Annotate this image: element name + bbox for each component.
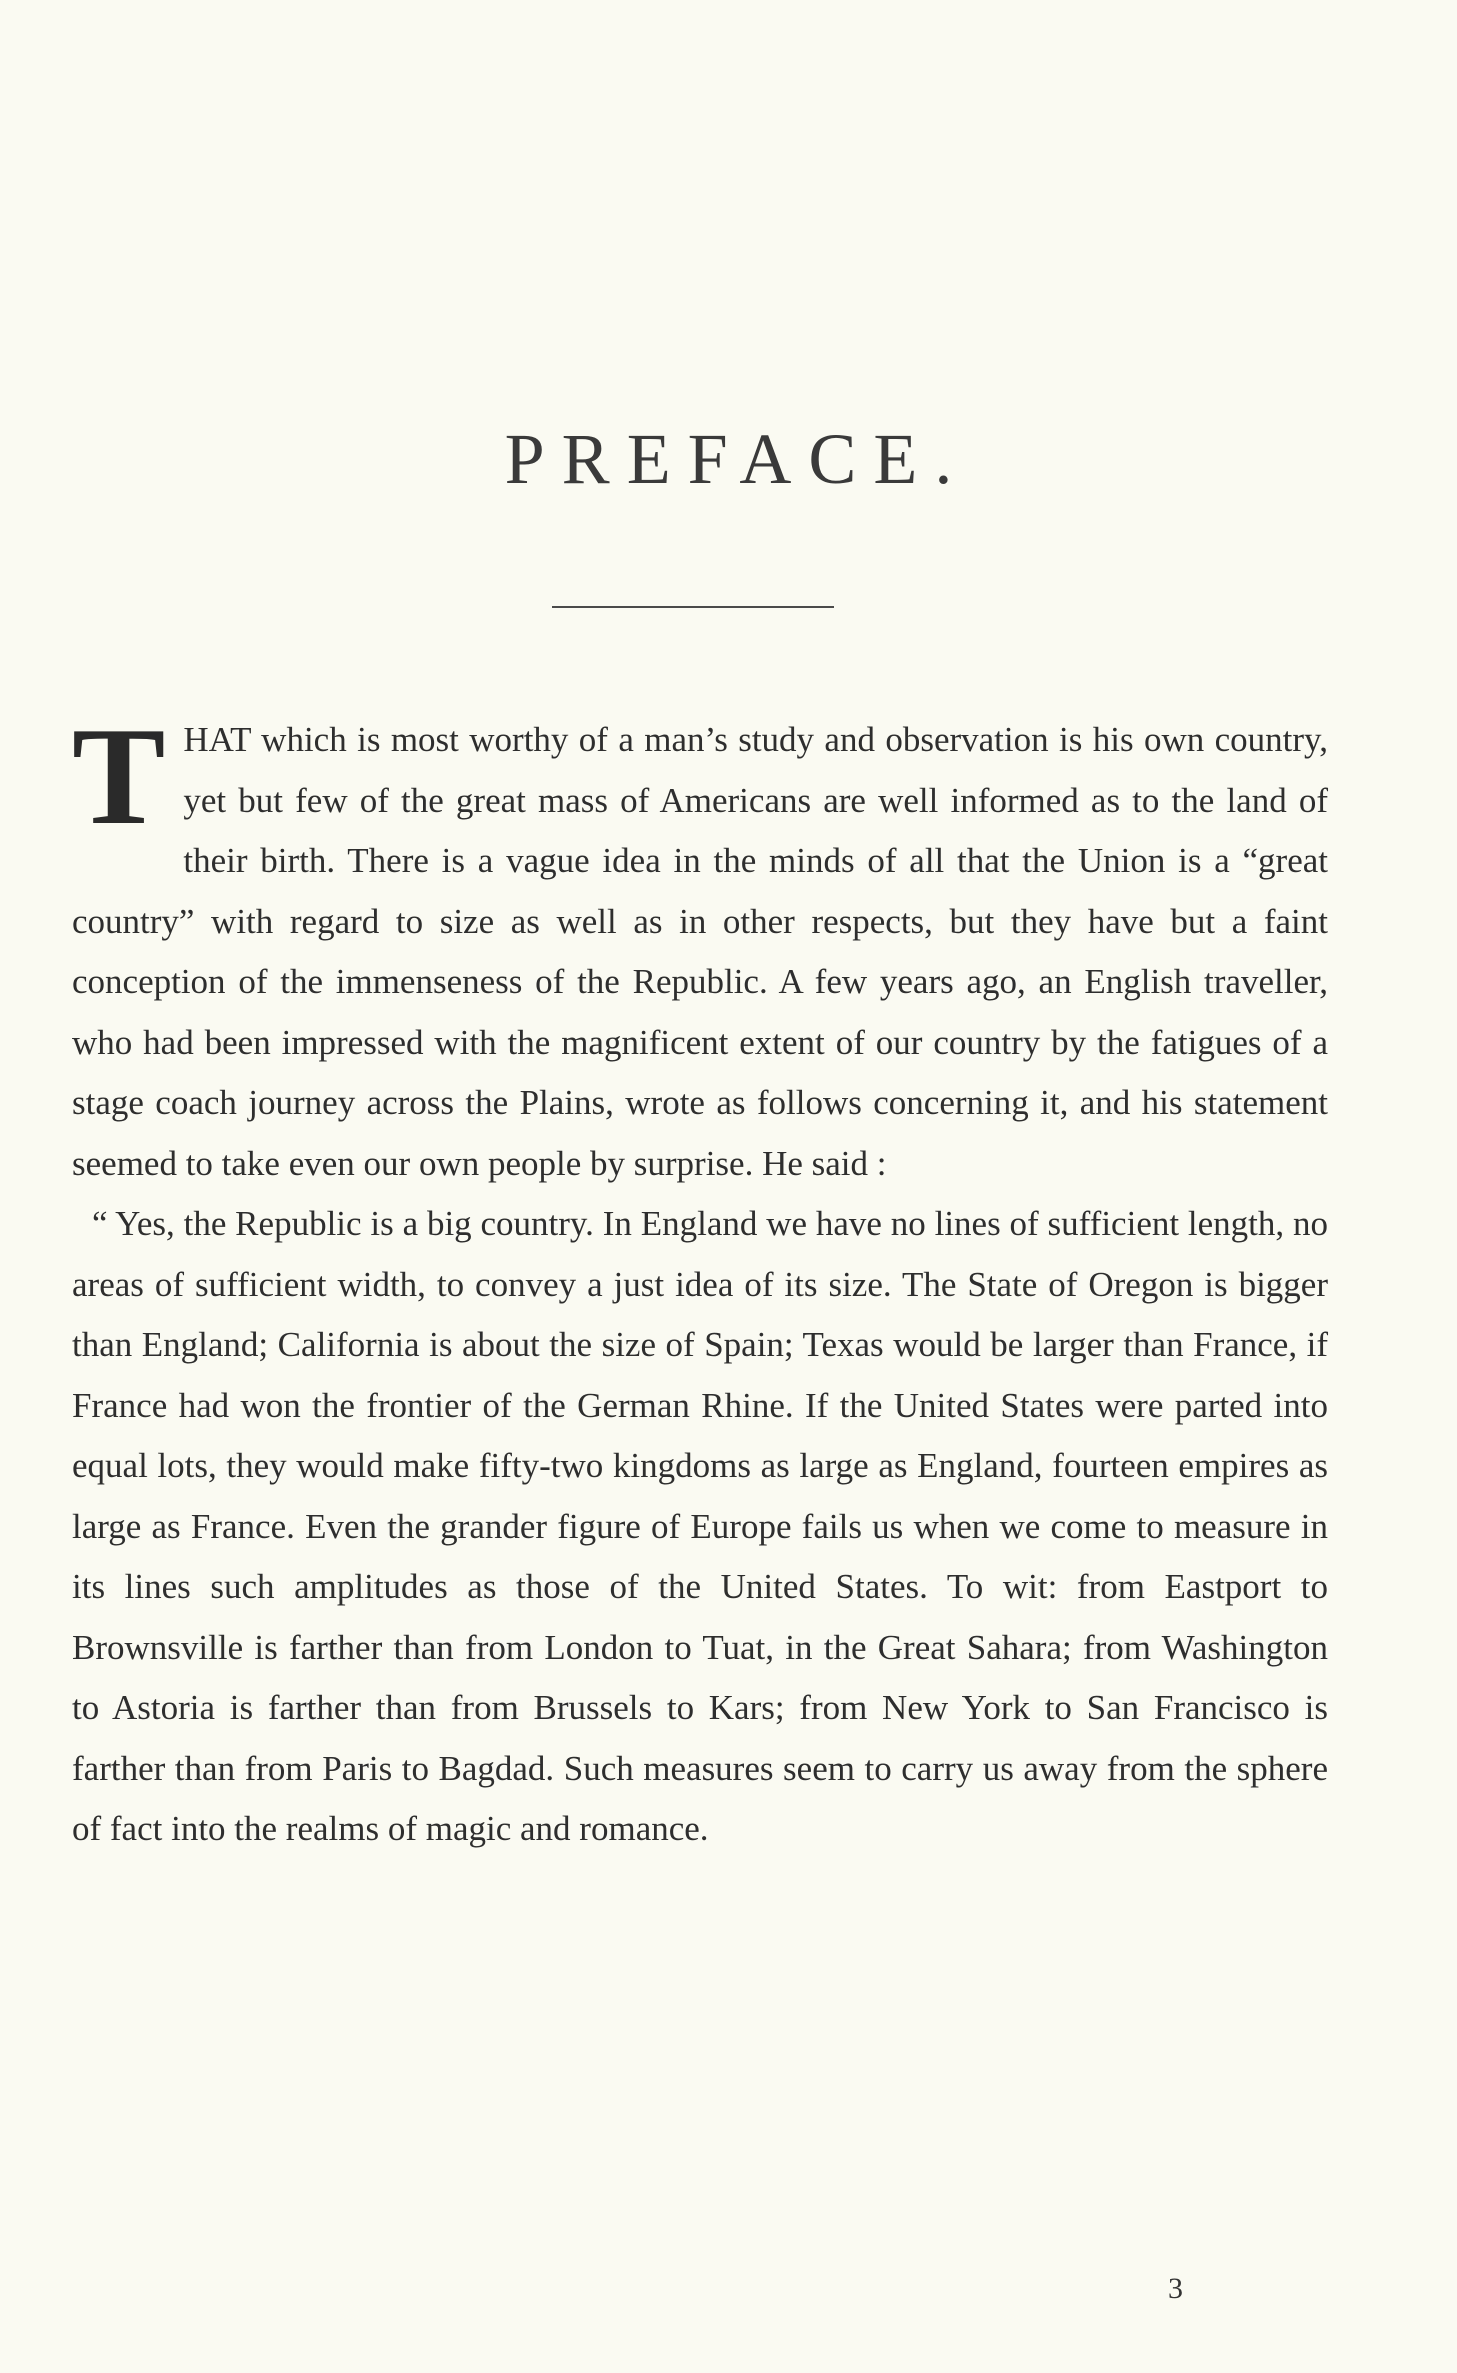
title-rule-divider — [552, 606, 834, 608]
paragraph-1-text: HAT which is most worthy of a man’s study and observation is his own country, yet but few of the great mass of Americans are well informed as to the land of their birth. There is a vague idea in the minds of all that the Union is a “great country” with regard to size as well as in other respects, but they have but a faint conception of the immenseness of the Republic. A few years ago, an English traveller, who had been impressed with the magnificent extent of our country by the fatigues of a stage coach journey across the Plains, wrote as follows concerning it, and his statement seemed to take even our own people by surprise. He said : — [72, 720, 1328, 1183]
preface-body — [72, 699, 1328, 1860]
preface-paragraph-1 — [72, 699, 1328, 1194]
drop-cap-letter: T — [72, 699, 166, 854]
preface-paragraph-2: “ Yes, the Republic is a big country. In England we have no lines of sufficient length, no areas of sufficient width, to convey a just idea of its size. The State of Oregon is bigger than England; California is about the size of Spain; Texas would be larger than France, if France had won the frontier of the German Rhine. If the United States were parted into equal lots, they would make fifty-two kingdoms as large as England, fourteen empires as large as France. Even the grander figure of Europe fails us when we come to measure in its lines such amplitudes as those of the United States. To wit: from Eastport to Brownsville is farther than from London to Tuat, in the Great Sahara; from Washington to Astoria is farther than from Brussels to Kars; from New York to San Francisco is farther than from Paris to Bagdad. Such measures seem to carry us away from the sphere of fact into the realms of magic and romance. — [72, 1204, 1328, 1848]
page-number: 3 — [1168, 2272, 1183, 2305]
page-title: PREFACE. — [504, 419, 970, 499]
